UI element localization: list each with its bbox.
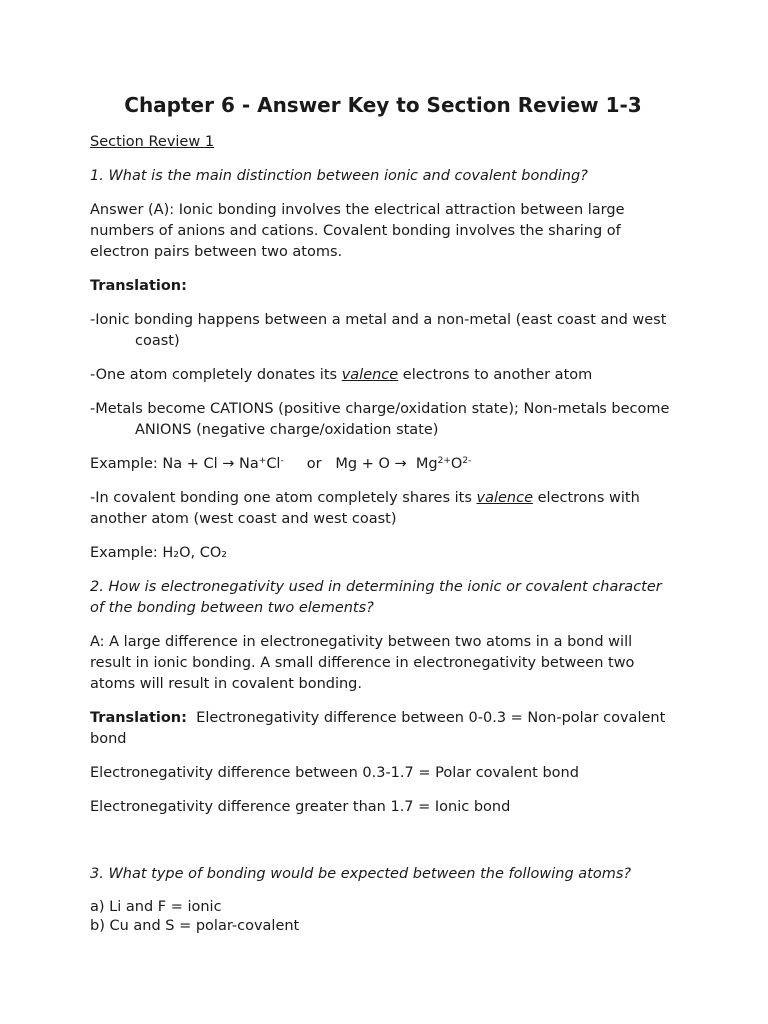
text-segment: or Mg + O → Mg <box>283 456 438 472</box>
text-segment: -In covalent bonding one atom completely shares its <box>90 490 477 506</box>
list-item: a) Li and F = ionic <box>90 899 222 915</box>
text-segment: Example: Na + Cl → Na <box>90 456 259 472</box>
answer-list <box>90 898 676 936</box>
text-segment: electrons with another atom (west coast and west coast) <box>90 490 640 527</box>
example-1 <box>90 454 676 475</box>
superscript: + <box>258 456 267 466</box>
text-segment: -One atom completely donates its <box>90 367 342 383</box>
list-item: b) Cu and S = polar-covalent <box>90 918 300 934</box>
translation-line-7: Electronegativity difference greater than 1.7 = Ionic bond <box>90 799 511 815</box>
superscript: 2+ <box>437 456 451 466</box>
question-2: 2. How is electronegativity used in determining the ionic or covalent character of the bonding between two elements? <box>90 579 662 616</box>
translation-line-1: -Ionic bonding happens between a metal and a non-metal (east coast and west coast) <box>90 312 667 349</box>
answer-1: Answer (A): Ionic bonding involves the electrical attraction between large numbers of anions and cations. Covalent bonding involves the sharing of electron pairs between two atoms. <box>90 202 625 260</box>
page-title: Chapter 6 - Answer Key to Section Review 1-3 <box>124 93 642 117</box>
question-3: 3. What type of bonding would be expected between the following atoms? <box>90 866 632 882</box>
section-heading: Section Review 1 <box>90 134 215 150</box>
translation-line-3: -Metals become CATIONS (positive charge/oxidation state); Non-metals become ANIONS (negative charge/oxidation state) <box>90 401 670 438</box>
superscript: 2- <box>462 456 472 466</box>
text-segment: O <box>450 456 463 472</box>
translation-2 <box>90 708 676 750</box>
text-segment: Electronegativity difference between 0-0.3 = Non-polar covalent bond <box>90 710 670 747</box>
emphasis-valence: valence <box>341 367 399 383</box>
translation-label: Translation: <box>90 278 187 294</box>
emphasis-valence: valence <box>476 490 534 506</box>
translation-line-4 <box>90 488 676 530</box>
example-2: Example: H₂O, CO₂ <box>90 545 228 561</box>
superscript: - <box>280 456 284 466</box>
question-1: 1. What is the main distinction between ionic and covalent bonding? <box>90 168 588 184</box>
translation-line-6: Electronegativity difference between 0.3-1.7 = Polar covalent bond <box>90 765 579 781</box>
text-segment: electrons to another atom <box>398 367 593 383</box>
answer-2: A: A large difference in electronegativity between two atoms in a bond will result in ionic bonding. A small difference in electronegativity between two atoms will result in covalent bonding. <box>90 634 635 692</box>
translation-line-2 <box>90 365 676 386</box>
text-segment: Cl <box>266 456 281 472</box>
translation-label: Translation: <box>90 710 187 726</box>
